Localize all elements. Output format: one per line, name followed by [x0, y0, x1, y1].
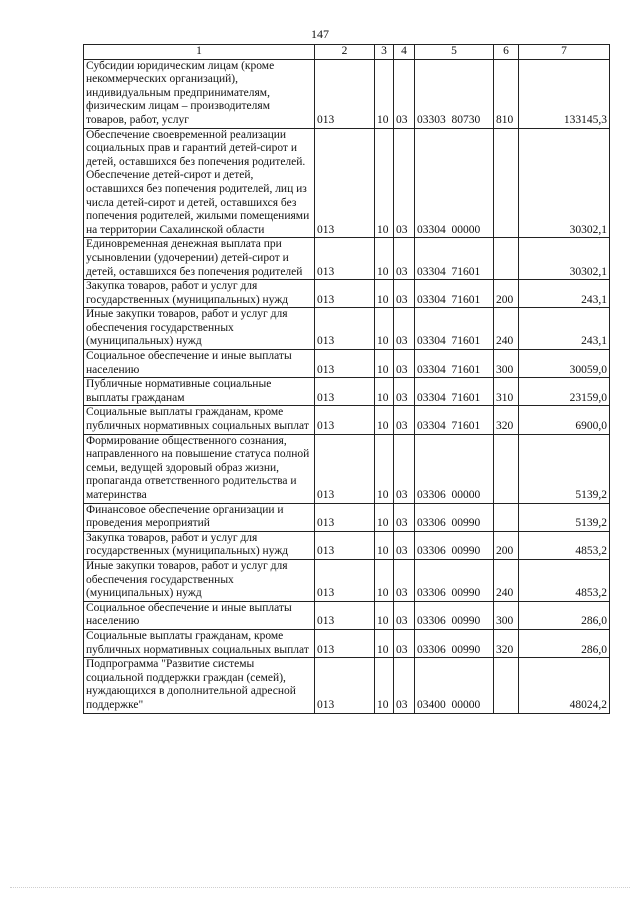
ministry-code: 013 [315, 629, 375, 657]
target-article-code: 03304 71601 [415, 280, 494, 308]
expense-type-code: 200 [494, 280, 519, 308]
subsection-code: 03 [394, 601, 415, 629]
ministry-code: 013 [315, 658, 375, 713]
section-code: 10 [375, 378, 394, 406]
item-name: Подпрограмма "Развитие системы социальной поддержки граждан (семей), нуждающихся в дополнительной адресной поддержке" [84, 658, 315, 713]
amount: 286,0 [519, 629, 610, 657]
section-code: 10 [375, 559, 394, 601]
target-article-code: 03306 00990 [415, 559, 494, 601]
section-code: 10 [375, 531, 394, 559]
amount: 5139,2 [519, 503, 610, 531]
amount: 5139,2 [519, 434, 610, 503]
section-code: 10 [375, 406, 394, 434]
table-row [84, 280, 610, 308]
table-row [84, 658, 610, 713]
item-name: Публичные нормативные социальные выплаты гражданам [84, 378, 315, 406]
item-name: Закупка товаров, работ и услуг для государственных (муниципальных) нужд [84, 280, 315, 308]
section-code: 10 [375, 308, 394, 350]
subsection-code: 03 [394, 658, 415, 713]
table-row [84, 350, 610, 378]
subsection-code: 03 [394, 128, 415, 238]
table-row [84, 434, 610, 503]
ministry-code: 013 [315, 531, 375, 559]
subsection-code: 03 [394, 59, 415, 128]
table-row [84, 406, 610, 434]
amount: 286,0 [519, 601, 610, 629]
ministry-code: 013 [315, 378, 375, 406]
target-article-code: 03306 00990 [415, 601, 494, 629]
section-code: 10 [375, 434, 394, 503]
table-row [84, 503, 610, 531]
subsection-code: 03 [394, 280, 415, 308]
expense-type-code: 300 [494, 601, 519, 629]
expense-type-code [494, 503, 519, 531]
expense-type-code: 240 [494, 559, 519, 601]
subsection-code: 03 [394, 238, 415, 280]
section-code: 10 [375, 658, 394, 713]
section-code: 10 [375, 280, 394, 308]
amount: 30302,1 [519, 238, 610, 280]
ministry-code: 013 [315, 238, 375, 280]
section-code: 10 [375, 350, 394, 378]
amount: 243,1 [519, 280, 610, 308]
scan-artifact [10, 887, 630, 890]
subsection-code: 03 [394, 629, 415, 657]
target-article-code: 03306 00990 [415, 629, 494, 657]
amount: 133145,3 [519, 59, 610, 128]
item-name: Субсидии юридическим лицам (кроме некоммерческих организаций), индивидуальным предпринимателям, физическим лицам – производителям товаров, работ, услуг [84, 59, 315, 128]
ministry-code: 013 [315, 503, 375, 531]
expense-type-code: 810 [494, 59, 519, 128]
header-cell: 2 [315, 45, 375, 60]
ministry-code: 013 [315, 559, 375, 601]
table-row [84, 559, 610, 601]
table-row [84, 308, 610, 350]
item-name: Социальные выплаты гражданам, кроме публичных нормативных социальных выплат [84, 406, 315, 434]
expense-type-code: 320 [494, 629, 519, 657]
header-cell: 6 [494, 45, 519, 60]
ministry-code: 013 [315, 406, 375, 434]
item-name: Обеспечение своевременной реализации социальных прав и гарантий детей-сирот и детей, оставшихся без попечения родителей. Обеспечение детей-сирот и детей, оставшихся без попечения родителей, лиц из числа детей-сирот и детей, оставшихся без попечения родителей, жилыми помещениями на территории Сахалинской области [84, 128, 315, 238]
ministry-code: 013 [315, 280, 375, 308]
table-row [84, 59, 610, 128]
table-row [84, 238, 610, 280]
target-article-code: 03306 00990 [415, 531, 494, 559]
table-row [84, 629, 610, 657]
amount: 4853,2 [519, 531, 610, 559]
item-name: Социальные выплаты гражданам, кроме публичных нормативных социальных выплат [84, 629, 315, 657]
expense-type-code: 200 [494, 531, 519, 559]
expense-type-code [494, 658, 519, 713]
header-row [84, 45, 610, 60]
item-name: Иные закупки товаров, работ и услуг для обеспечения государственных (муниципальных) нужд [84, 559, 315, 601]
item-name: Финансовое обеспечение организации и проведения мероприятий [84, 503, 315, 531]
header-cell: 1 [84, 45, 315, 60]
section-code: 10 [375, 238, 394, 280]
amount: 30059,0 [519, 350, 610, 378]
ministry-code: 013 [315, 350, 375, 378]
item-name: Иные закупки товаров, работ и услуг для обеспечения государственных (муниципальных) нужд [84, 308, 315, 350]
target-article-code: 03306 00000 [415, 434, 494, 503]
header-cell: 4 [394, 45, 415, 60]
subsection-code: 03 [394, 531, 415, 559]
expense-type-code: 240 [494, 308, 519, 350]
table-row [84, 531, 610, 559]
table-row [84, 601, 610, 629]
item-name: Социальное обеспечение и иные выплаты населению [84, 601, 315, 629]
table-row [84, 378, 610, 406]
expense-type-code [494, 238, 519, 280]
section-code: 10 [375, 601, 394, 629]
subsection-code: 03 [394, 503, 415, 531]
subsection-code: 03 [394, 350, 415, 378]
item-name: Социальное обеспечение и иные выплаты населению [84, 350, 315, 378]
target-article-code: 03304 71601 [415, 238, 494, 280]
amount: 6900,0 [519, 406, 610, 434]
target-article-code: 03304 71601 [415, 406, 494, 434]
amount: 23159,0 [519, 378, 610, 406]
section-code: 10 [375, 128, 394, 238]
expense-type-code [494, 434, 519, 503]
subsection-code: 03 [394, 406, 415, 434]
subsection-code: 03 [394, 434, 415, 503]
amount: 4853,2 [519, 559, 610, 601]
subsection-code: 03 [394, 559, 415, 601]
expense-type-code: 320 [494, 406, 519, 434]
expense-type-code: 300 [494, 350, 519, 378]
target-article-code: 03400 00000 [415, 658, 494, 713]
ministry-code: 013 [315, 128, 375, 238]
target-article-code: 03306 00990 [415, 503, 494, 531]
target-article-code: 03304 71601 [415, 308, 494, 350]
target-article-code: 03304 71601 [415, 378, 494, 406]
target-article-code: 03304 71601 [415, 350, 494, 378]
amount: 30302,1 [519, 128, 610, 238]
subsection-code: 03 [394, 308, 415, 350]
expense-type-code: 310 [494, 378, 519, 406]
ministry-code: 013 [315, 308, 375, 350]
section-code: 10 [375, 59, 394, 128]
table-row [84, 128, 610, 238]
item-name: Формирование общественного сознания, направленного на повышение статуса полной семьи, ведущей здоровый образ жизни, пропаганда ответственного родительства и материнства [84, 434, 315, 503]
ministry-code: 013 [315, 434, 375, 503]
item-name: Закупка товаров, работ и услуг для государственных (муниципальных) нужд [84, 531, 315, 559]
budget-table [83, 44, 610, 714]
expense-type-code [494, 128, 519, 238]
section-code: 10 [375, 503, 394, 531]
header-cell: 3 [375, 45, 394, 60]
amount: 243,1 [519, 308, 610, 350]
item-name: Единовременная денежная выплата при усыновлении (удочерении) детей-сирот и детей, оставшихся без попечения родителей [84, 238, 315, 280]
target-article-code: 03303 80730 [415, 59, 494, 128]
section-code: 10 [375, 629, 394, 657]
header-cell: 5 [415, 45, 494, 60]
amount: 48024,2 [519, 658, 610, 713]
header-cell: 7 [519, 45, 610, 60]
target-article-code: 03304 00000 [415, 128, 494, 238]
ministry-code: 013 [315, 601, 375, 629]
page-number: 147 [311, 27, 329, 41]
subsection-code: 03 [394, 378, 415, 406]
ministry-code: 013 [315, 59, 375, 128]
